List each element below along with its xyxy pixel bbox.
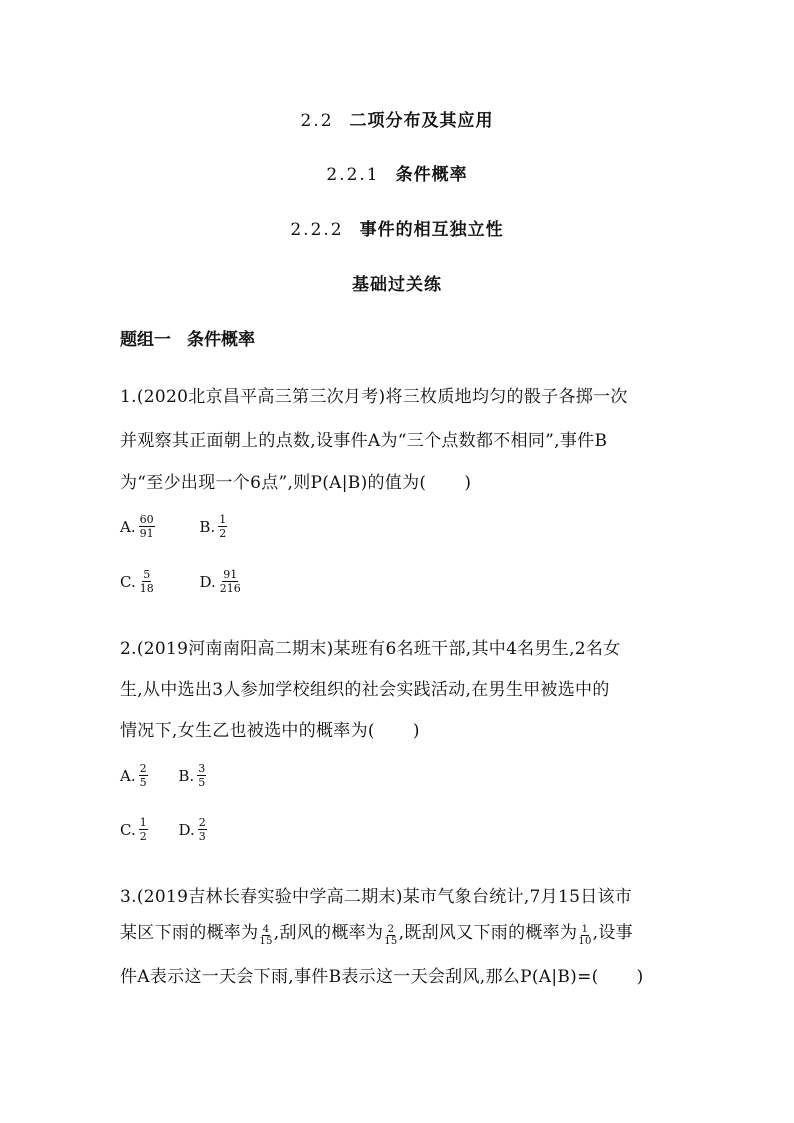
q1-line-2: 并观察其正面朝上的点数,设事件A为“三个点数都不相同”,事件B bbox=[120, 431, 608, 451]
q2-line-3-close: ) bbox=[412, 721, 420, 741]
q1-line-1: 1.(2020北京昌平高三第三次月考)将三枚质地均匀的骰子各掷一次 bbox=[120, 387, 628, 407]
numerator: 3 bbox=[198, 762, 206, 775]
denominator: 18 bbox=[139, 582, 154, 595]
subsection-title-1 bbox=[0, 160, 794, 185]
numerator: 91 bbox=[223, 568, 238, 581]
denominator: 15 bbox=[259, 936, 273, 947]
numerator: 2 bbox=[198, 816, 206, 829]
option-label: A. bbox=[120, 766, 136, 785]
option-label: C. bbox=[120, 820, 136, 839]
q1-option-b bbox=[199, 513, 227, 540]
option-label: B. bbox=[199, 517, 216, 536]
subsection-title-text-2: 事件的相互独立性 bbox=[359, 220, 504, 240]
q1-line-3 bbox=[120, 468, 471, 493]
fraction bbox=[218, 513, 227, 540]
q3-line-2 bbox=[120, 918, 633, 945]
denominator: 5 bbox=[198, 776, 206, 789]
q1-line-3-text: 为“至少出现一个6点”,则P(A|B)的值为( bbox=[120, 473, 427, 493]
q1-option-d bbox=[200, 568, 242, 595]
q2-options-row-2 bbox=[120, 816, 231, 843]
denominator: 5 bbox=[139, 776, 147, 789]
fraction bbox=[259, 924, 272, 947]
q1-options-row-2 bbox=[120, 568, 266, 595]
denominator: 2 bbox=[219, 527, 227, 540]
fraction bbox=[139, 816, 148, 843]
q2-line-1: 2.(2019河南南阳高二期末)某班有6名班干部,其中4名男生,2名女 bbox=[120, 639, 621, 659]
q2-option-b bbox=[178, 762, 206, 789]
q3-line-3 bbox=[120, 962, 644, 987]
q3-text-a: 某区下雨的概率为 bbox=[120, 923, 259, 943]
q3-line-3-close: ) bbox=[636, 967, 644, 987]
numerator: 1 bbox=[581, 924, 589, 935]
option-label: D. bbox=[199, 572, 216, 591]
q2-line-3-text: 情况下,女生乙也被选中的概率为( bbox=[120, 721, 375, 741]
fraction bbox=[219, 568, 242, 595]
q2-line-3 bbox=[120, 716, 420, 741]
section-number: 2.2 bbox=[300, 111, 334, 131]
q3-text-d: ,设事 bbox=[592, 923, 633, 943]
option-label: B. bbox=[178, 766, 195, 785]
denominator: 10 bbox=[578, 936, 592, 947]
option-label: C. bbox=[120, 572, 136, 591]
subsection-title-2 bbox=[0, 215, 794, 240]
denominator: 216 bbox=[219, 582, 241, 595]
q1-line-3-close: ) bbox=[464, 473, 472, 493]
group-label: 题组一 bbox=[120, 330, 171, 350]
fraction bbox=[578, 924, 591, 947]
q3-text-c: ,既刮风又下雨的概率为 bbox=[398, 923, 578, 943]
q2-option-d bbox=[179, 816, 207, 843]
option-label: A. bbox=[120, 517, 136, 536]
q1-option-a bbox=[120, 513, 155, 540]
q1-options-row-1 bbox=[120, 513, 251, 540]
q2-line-2: 生,从中选出3人参加学校组织的社会实践活动,在男生甲被选中的 bbox=[120, 680, 610, 700]
q2-option-a bbox=[120, 762, 148, 789]
fraction bbox=[384, 924, 397, 947]
numerator: 2 bbox=[387, 924, 395, 935]
q3-line-3-text: 件A表示这一天会下雨,事件B表示这一天会刮风,那么P(A|B)=( bbox=[120, 967, 599, 987]
numerator: 5 bbox=[143, 568, 151, 581]
numerator: 60 bbox=[139, 513, 154, 526]
question-group-heading bbox=[120, 325, 255, 350]
denominator: 15 bbox=[384, 936, 398, 947]
q3-line-1: 3.(2019吉林长春实验中学高二期末)某市气象台统计,7月15日该市 bbox=[120, 887, 633, 907]
q3-text-b: ,刮风的概率为 bbox=[273, 923, 384, 943]
denominator: 2 bbox=[139, 830, 147, 843]
numerator: 4 bbox=[262, 924, 270, 935]
fraction bbox=[198, 816, 207, 843]
subsection-number-2: 2.2.2 bbox=[290, 220, 344, 240]
section-title bbox=[0, 106, 794, 131]
group-title: 条件概率 bbox=[187, 330, 255, 350]
denominator: 3 bbox=[198, 830, 206, 843]
practice-heading: 基础过关练 bbox=[352, 275, 442, 295]
option-label: D. bbox=[178, 820, 195, 839]
denominator: 91 bbox=[139, 527, 154, 540]
numerator: 1 bbox=[219, 513, 227, 526]
section-title-text: 二项分布及其应用 bbox=[349, 111, 494, 131]
fraction bbox=[197, 762, 206, 789]
q2-options-row-1 bbox=[120, 762, 230, 789]
subsection-number-1: 2.2.1 bbox=[326, 165, 380, 185]
q2-option-c bbox=[120, 816, 148, 843]
fraction bbox=[139, 568, 155, 595]
subsection-title-text-1: 条件概率 bbox=[395, 165, 468, 185]
numerator: 2 bbox=[139, 762, 147, 775]
q1-option-c bbox=[120, 568, 155, 595]
fraction bbox=[139, 762, 148, 789]
fraction bbox=[139, 513, 155, 540]
numerator: 1 bbox=[139, 816, 147, 829]
